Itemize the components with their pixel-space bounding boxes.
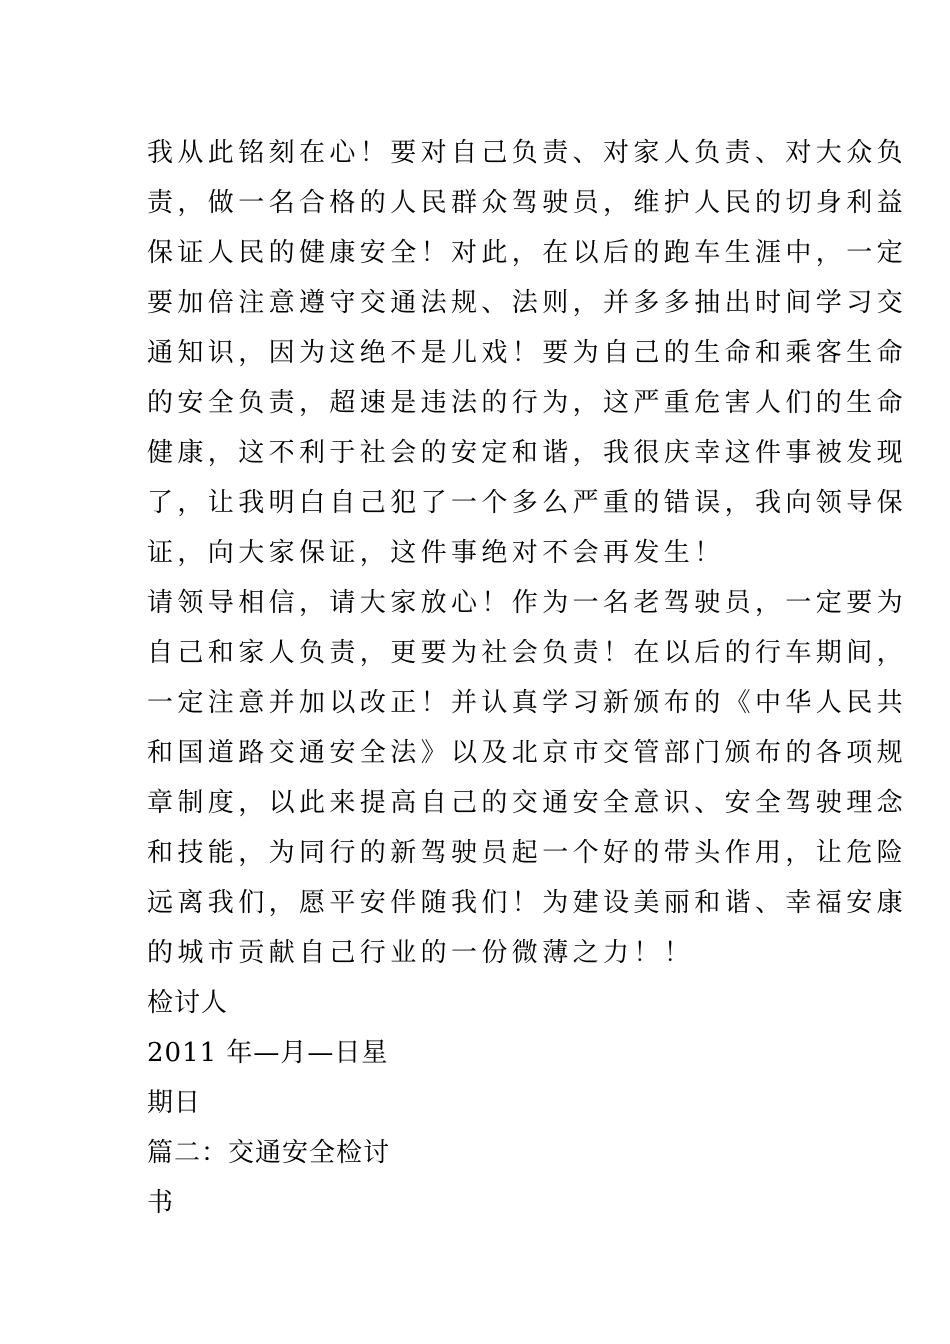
- paragraph-1-line-3: 保证人民的健康安全！对此，在以后的跑车生涯中，一定: [147, 238, 908, 268]
- paragraph-2-line-6: 和技能，为同行的新驾驶员起一个好的带头作用，让危险: [147, 838, 908, 868]
- paragraph-1-line-9: 证，向大家保证，这件事绝对不会再发生！: [147, 538, 725, 568]
- paragraph-1-line-7: 健康，这不利于社会的安定和谐，我很庆幸这件事被发现: [147, 438, 908, 468]
- paragraph-2-line-5: 章制度，以此来提高自己的交通安全意识、安全驾驶理念: [147, 788, 908, 818]
- paragraph-1-line-8: 了，让我明白自己犯了一个多么严重的错误，我向领导保: [147, 488, 908, 518]
- paragraph-1-line-6: 的安全负责，超速是违法的行为，这严重危害人们的生命: [147, 388, 908, 418]
- section-heading-continued: 书: [147, 1188, 175, 1218]
- paragraph-2-line-3: 一定注意并加以改正！并认真学习新颁布的《中华人民共: [147, 688, 908, 718]
- paragraph-1-line-4: 要加倍注意遵守交通法规、法则，并多多抽出时间学习交: [147, 288, 908, 318]
- paragraph-1-line-2: 责，做一名合格的人民群众驾驶员，维护人民的切身利益: [147, 188, 908, 218]
- paragraph-2-line-4: 和国道路交通安全法》以及北京市交管部门颁布的各项规: [147, 738, 908, 768]
- date-line-2: 期日: [147, 1088, 202, 1118]
- paragraph-2-line-2: 自己和家人负责，更要为社会负责！在以后的行车期间，: [147, 638, 908, 668]
- section-heading: 篇二：交通安全检讨: [147, 1138, 391, 1168]
- paragraph-1-line-5: 通知识，因为这绝不是儿戏！要为自己的生命和乘客生命: [147, 338, 908, 368]
- paragraph-1-line-1: 我从此铭刻在心！要对自己负责、对家人负责、对大众负: [147, 138, 908, 168]
- date-line-1: 2011 年—月—日星: [147, 1038, 389, 1068]
- paragraph-2-line-8: 的城市贡献自己行业的一份微薄之力！！: [147, 938, 695, 968]
- paragraph-2-line-1: 请领导相信，请大家放心！作为一名老驾驶员，一定要为: [147, 588, 908, 618]
- signature-label: 检讨人: [147, 988, 229, 1018]
- paragraph-2-line-7: 远离我们，愿平安伴随我们！为建设美丽和谐、幸福安康: [147, 888, 908, 918]
